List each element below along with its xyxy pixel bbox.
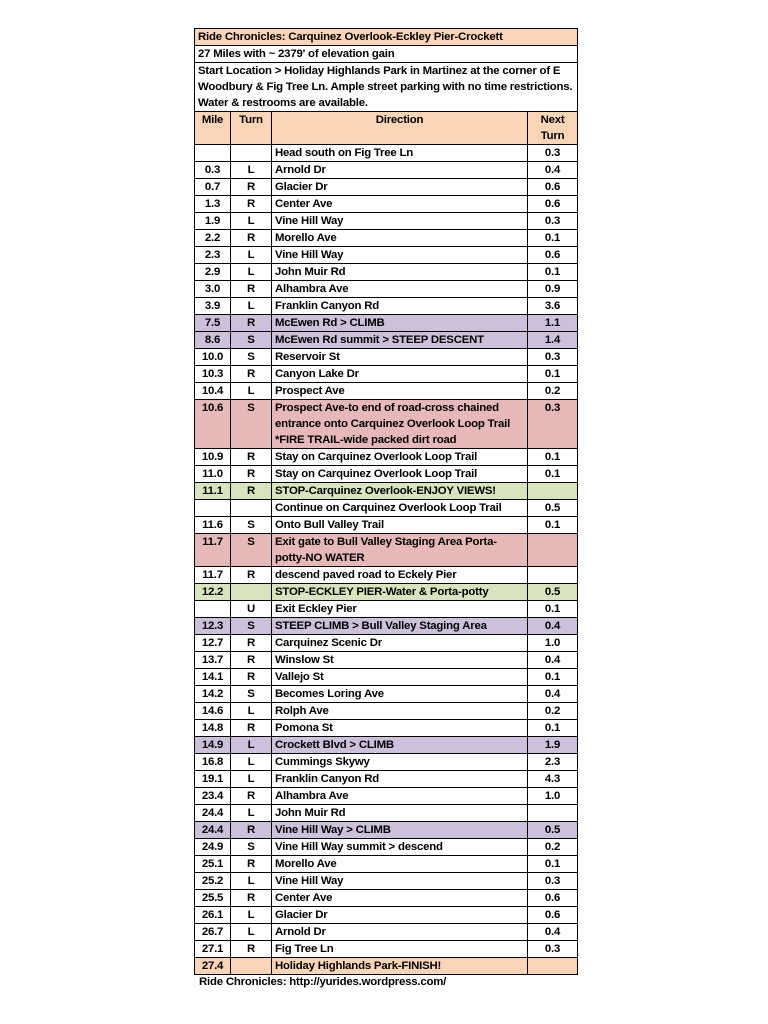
cue-mile: 14.6: [195, 703, 231, 720]
cue-turn: S: [231, 517, 272, 534]
cue-turn: L: [231, 703, 272, 720]
cue-row: [195, 145, 578, 162]
cue-row: [195, 669, 578, 686]
cue-mile: 12.2: [195, 584, 231, 601]
cue-turn: R: [231, 230, 272, 247]
cue-next-turn: 0.4: [528, 686, 578, 703]
cue-row: [195, 720, 578, 737]
cue-turn: R: [231, 720, 272, 737]
cue-mile: 23.4: [195, 788, 231, 805]
cue-turn: L: [231, 213, 272, 230]
cue-turn: R: [231, 483, 272, 500]
cue-turn: R: [231, 941, 272, 958]
cue-row: [195, 958, 578, 975]
cue-row: [195, 349, 578, 366]
cue-row: [195, 703, 578, 720]
cue-mile: 1.3: [195, 196, 231, 213]
cue-mile: [195, 500, 231, 517]
cue-sheet: [194, 28, 577, 975]
cue-row: [195, 618, 578, 635]
cue-next-turn: 0.1: [528, 669, 578, 686]
cue-direction: Alhambra Ave: [272, 281, 528, 298]
cue-mile: 0.7: [195, 179, 231, 196]
cue-direction: Vine Hill Way summit > descend: [272, 839, 528, 856]
cue-direction: Morello Ave: [272, 856, 528, 873]
cue-row: [195, 534, 578, 567]
cue-direction: Canyon Lake Dr: [272, 366, 528, 383]
cue-direction: Center Ave: [272, 196, 528, 213]
cue-mile: 14.9: [195, 737, 231, 754]
cue-row: [195, 890, 578, 907]
cue-mile: 25.2: [195, 873, 231, 890]
cue-next-turn: [528, 483, 578, 500]
cue-direction: Exit gate to Bull Valley Staging Area Porta-potty-NO WATER: [272, 534, 528, 567]
cue-next-turn: [528, 805, 578, 822]
cue-direction: Arnold Dr: [272, 924, 528, 941]
cue-mile: 2.2: [195, 230, 231, 247]
cue-turn: R: [231, 315, 272, 332]
cue-mile: 14.1: [195, 669, 231, 686]
cue-turn: R: [231, 635, 272, 652]
cue-row: [195, 822, 578, 839]
cue-row: [195, 332, 578, 349]
cue-mile: 26.1: [195, 907, 231, 924]
cue-direction: Vine Hill Way: [272, 213, 528, 230]
cue-turn: S: [231, 839, 272, 856]
cue-direction: Alhambra Ave: [272, 788, 528, 805]
title-row: [195, 29, 578, 46]
cue-row: [195, 567, 578, 584]
cue-next-turn: 0.4: [528, 652, 578, 669]
cue-direction: STOP-Carquinez Overlook-ENJOY VIEWS!: [272, 483, 528, 500]
cue-row: [195, 805, 578, 822]
cue-turn: R: [231, 788, 272, 805]
cue-direction: Prospect Ave: [272, 383, 528, 400]
cue-turn: R: [231, 890, 272, 907]
cue-row: [195, 449, 578, 466]
cue-row: [195, 315, 578, 332]
cue-row: [195, 771, 578, 788]
cue-next-turn: 0.1: [528, 856, 578, 873]
cue-next-turn: 0.6: [528, 907, 578, 924]
cue-turn: [231, 500, 272, 517]
cue-direction: John Muir Rd: [272, 805, 528, 822]
cue-next-turn: 1.0: [528, 788, 578, 805]
cue-row: [195, 907, 578, 924]
cue-mile: 11.1: [195, 483, 231, 500]
cue-direction: Exit Eckley Pier: [272, 601, 528, 618]
cue-direction: Head south on Fig Tree Ln: [272, 145, 528, 162]
cue-mile: 11.6: [195, 517, 231, 534]
cue-turn: S: [231, 618, 272, 635]
cue-row: [195, 754, 578, 771]
cue-turn: R: [231, 822, 272, 839]
cue-row: [195, 500, 578, 517]
cue-row: [195, 264, 578, 281]
cue-next-turn: 0.3: [528, 213, 578, 230]
cue-next-turn: 0.1: [528, 449, 578, 466]
cue-turn: S: [231, 332, 272, 349]
cue-direction: Arnold Dr: [272, 162, 528, 179]
cue-turn: S: [231, 686, 272, 703]
cue-row: [195, 247, 578, 264]
cue-direction: Winslow St: [272, 652, 528, 669]
cue-direction: Reservoir St: [272, 349, 528, 366]
cue-next-turn: 0.4: [528, 162, 578, 179]
cue-turn: L: [231, 873, 272, 890]
cue-row: [195, 281, 578, 298]
cue-direction: Franklin Canyon Rd: [272, 771, 528, 788]
cue-next-turn: 1.1: [528, 315, 578, 332]
cue-row: [195, 483, 578, 500]
cue-mile: 12.7: [195, 635, 231, 652]
cue-mile: 8.6: [195, 332, 231, 349]
cue-direction: descend paved road to Eckely Pier: [272, 567, 528, 584]
cue-turn: L: [231, 907, 272, 924]
cue-next-turn: 0.1: [528, 720, 578, 737]
cue-turn: [231, 145, 272, 162]
cue-mile: 24.4: [195, 822, 231, 839]
cue-direction: Vine Hill Way > CLIMB: [272, 822, 528, 839]
cue-mile: 10.3: [195, 366, 231, 383]
cue-next-turn: 0.3: [528, 400, 578, 449]
cue-direction: Cummings Skywy: [272, 754, 528, 771]
cue-next-turn: 0.2: [528, 703, 578, 720]
cue-turn: R: [231, 179, 272, 196]
cue-next-turn: 1.9: [528, 737, 578, 754]
cue-mile: 12.3: [195, 618, 231, 635]
cue-next-turn: 1.4: [528, 332, 578, 349]
col-header-direction: Direction: [272, 112, 528, 145]
column-header-row: [195, 112, 578, 145]
cue-direction: Vallejo St: [272, 669, 528, 686]
cue-row: [195, 466, 578, 483]
cue-direction: Crockett Blvd > CLIMB: [272, 737, 528, 754]
cue-direction: Stay on Carquinez Overlook Loop Trail: [272, 466, 528, 483]
cue-next-turn: 0.3: [528, 349, 578, 366]
footer-credit: Ride Chronicles: http://yurides.wordpress.com/: [199, 976, 447, 988]
cue-next-turn: 0.1: [528, 517, 578, 534]
cue-row: [195, 584, 578, 601]
cue-direction: Glacier Dr: [272, 907, 528, 924]
cue-next-turn: 0.6: [528, 890, 578, 907]
cue-direction: STOP-ECKLEY PIER-Water & Porta-potty: [272, 584, 528, 601]
sheet-title: Ride Chronicles: Carquinez Overlook-Eckley Pier-Crockett: [195, 29, 578, 46]
cue-next-turn: 0.4: [528, 924, 578, 941]
cue-turn: L: [231, 805, 272, 822]
cue-mile: [195, 601, 231, 618]
cue-turn: L: [231, 162, 272, 179]
cue-turn: S: [231, 534, 272, 567]
cue-table: [194, 28, 578, 975]
cue-direction: Holiday Highlands Park-FINISH!: [272, 958, 528, 975]
cue-direction: Stay on Carquinez Overlook Loop Trail: [272, 449, 528, 466]
cue-mile: 10.4: [195, 383, 231, 400]
cue-row: [195, 856, 578, 873]
cue-mile: 11.7: [195, 567, 231, 584]
cue-next-turn: 0.1: [528, 230, 578, 247]
cue-direction: Vine Hill Way: [272, 873, 528, 890]
cue-row: [195, 196, 578, 213]
cue-mile: 13.7: [195, 652, 231, 669]
cue-next-turn: 0.9: [528, 281, 578, 298]
cue-turn: R: [231, 449, 272, 466]
cue-next-turn: 0.6: [528, 179, 578, 196]
start-location: Start Location > Holiday Highlands Park in Martinez at the corner of E Woodbury & Fig Tree Ln. Ample street parking with no time restrictions. Water & restrooms are available.: [195, 63, 578, 112]
cue-mile: 14.8: [195, 720, 231, 737]
cue-mile: 16.8: [195, 754, 231, 771]
cue-mile: 27.4: [195, 958, 231, 975]
cue-next-turn: 0.5: [528, 584, 578, 601]
cue-turn: L: [231, 771, 272, 788]
cue-mile: 11.7: [195, 534, 231, 567]
cue-mile: 24.9: [195, 839, 231, 856]
summary-row: [195, 46, 578, 63]
cue-turn: L: [231, 754, 272, 771]
cue-next-turn: [528, 534, 578, 567]
cue-mile: 25.5: [195, 890, 231, 907]
cue-next-turn: 0.1: [528, 466, 578, 483]
cue-direction: Fig Tree Ln: [272, 941, 528, 958]
cue-direction: Onto Bull Valley Trail: [272, 517, 528, 534]
cue-turn: R: [231, 466, 272, 483]
cue-turn: L: [231, 247, 272, 264]
cue-turn: L: [231, 737, 272, 754]
cue-next-turn: 0.5: [528, 500, 578, 517]
cue-mile: 2.3: [195, 247, 231, 264]
col-header-mile: Mile: [195, 112, 231, 145]
cue-next-turn: 3.6: [528, 298, 578, 315]
cue-direction: McEwen Rd summit > STEEP DESCENT: [272, 332, 528, 349]
cue-turn: L: [231, 264, 272, 281]
cue-turn: L: [231, 383, 272, 400]
cue-mile: 0.3: [195, 162, 231, 179]
cue-row: [195, 162, 578, 179]
cue-direction: Glacier Dr: [272, 179, 528, 196]
cue-direction: Vine Hill Way: [272, 247, 528, 264]
cue-direction: Continue on Carquinez Overlook Loop Trail: [272, 500, 528, 517]
cue-next-turn: 0.6: [528, 247, 578, 264]
cue-next-turn: 0.3: [528, 873, 578, 890]
cue-next-turn: 0.1: [528, 601, 578, 618]
cue-next-turn: 0.6: [528, 196, 578, 213]
cue-next-turn: [528, 958, 578, 975]
cue-row: [195, 383, 578, 400]
cue-next-turn: 0.3: [528, 941, 578, 958]
cue-row: [195, 601, 578, 618]
cue-row: [195, 517, 578, 534]
cue-row: [195, 686, 578, 703]
cue-next-turn: 0.5: [528, 822, 578, 839]
cue-next-turn: 0.2: [528, 839, 578, 856]
cue-mile: 24.4: [195, 805, 231, 822]
col-header-turn: Turn: [231, 112, 272, 145]
cue-mile: 3.9: [195, 298, 231, 315]
cue-turn: R: [231, 652, 272, 669]
cue-mile: 3.0: [195, 281, 231, 298]
cue-row: [195, 366, 578, 383]
cue-turn: L: [231, 298, 272, 315]
cue-mile: 26.7: [195, 924, 231, 941]
cue-row: [195, 652, 578, 669]
cue-next-turn: 0.3: [528, 145, 578, 162]
cue-direction: Center Ave: [272, 890, 528, 907]
start-location-row: [195, 63, 578, 112]
cue-direction: Rolph Ave: [272, 703, 528, 720]
cue-mile: 10.0: [195, 349, 231, 366]
cue-row: [195, 873, 578, 890]
cue-turn: R: [231, 669, 272, 686]
cue-mile: 11.0: [195, 466, 231, 483]
cue-turn: S: [231, 349, 272, 366]
cue-row: [195, 788, 578, 805]
cue-turn: L: [231, 924, 272, 941]
cue-direction: Franklin Canyon Rd: [272, 298, 528, 315]
cue-direction: Carquinez Scenic Dr: [272, 635, 528, 652]
cue-direction: Becomes Loring Ave: [272, 686, 528, 703]
cue-next-turn: 4.3: [528, 771, 578, 788]
cue-turn: R: [231, 196, 272, 213]
cue-direction: Pomona St: [272, 720, 528, 737]
cue-turn: S: [231, 400, 272, 449]
cue-direction: McEwen Rd > CLIMB: [272, 315, 528, 332]
cue-row: [195, 179, 578, 196]
cue-next-turn: 2.3: [528, 754, 578, 771]
cue-row: [195, 400, 578, 449]
cue-direction: Prospect Ave-to end of road-cross chained entrance onto Carquinez Overlook Loop Trail *FIRE TRAIL-wide packed dirt road: [272, 400, 528, 449]
cue-turn: R: [231, 366, 272, 383]
cue-mile: 25.1: [195, 856, 231, 873]
cue-row: [195, 839, 578, 856]
cue-direction: STEEP CLIMB > Bull Valley Staging Area: [272, 618, 528, 635]
cue-row: [195, 298, 578, 315]
cue-row: [195, 941, 578, 958]
cue-turn: R: [231, 856, 272, 873]
cue-row: [195, 635, 578, 652]
ride-summary: 27 Miles with ~ 2379' of elevation gain: [195, 46, 578, 63]
cue-row: [195, 213, 578, 230]
cue-mile: 7.5: [195, 315, 231, 332]
cue-turn: U: [231, 601, 272, 618]
cue-turn: [231, 958, 272, 975]
cue-next-turn: [528, 567, 578, 584]
cue-direction: Morello Ave: [272, 230, 528, 247]
cue-next-turn: 0.1: [528, 366, 578, 383]
cue-mile: 1.9: [195, 213, 231, 230]
cue-mile: 27.1: [195, 941, 231, 958]
cue-turn: R: [231, 281, 272, 298]
cue-next-turn: 0.2: [528, 383, 578, 400]
cue-turn: R: [231, 567, 272, 584]
cue-direction: John Muir Rd: [272, 264, 528, 281]
col-header-next-turn: Next Turn: [528, 112, 578, 145]
cue-row: [195, 924, 578, 941]
cue-mile: 10.9: [195, 449, 231, 466]
cue-turn: [231, 584, 272, 601]
cue-mile: 14.2: [195, 686, 231, 703]
cue-next-turn: 1.0: [528, 635, 578, 652]
cue-next-turn: 0.1: [528, 264, 578, 281]
cue-mile: [195, 145, 231, 162]
cue-row: [195, 230, 578, 247]
cue-row: [195, 737, 578, 754]
cue-mile: 10.6: [195, 400, 231, 449]
cue-next-turn: 0.4: [528, 618, 578, 635]
cue-mile: 19.1: [195, 771, 231, 788]
cue-mile: 2.9: [195, 264, 231, 281]
